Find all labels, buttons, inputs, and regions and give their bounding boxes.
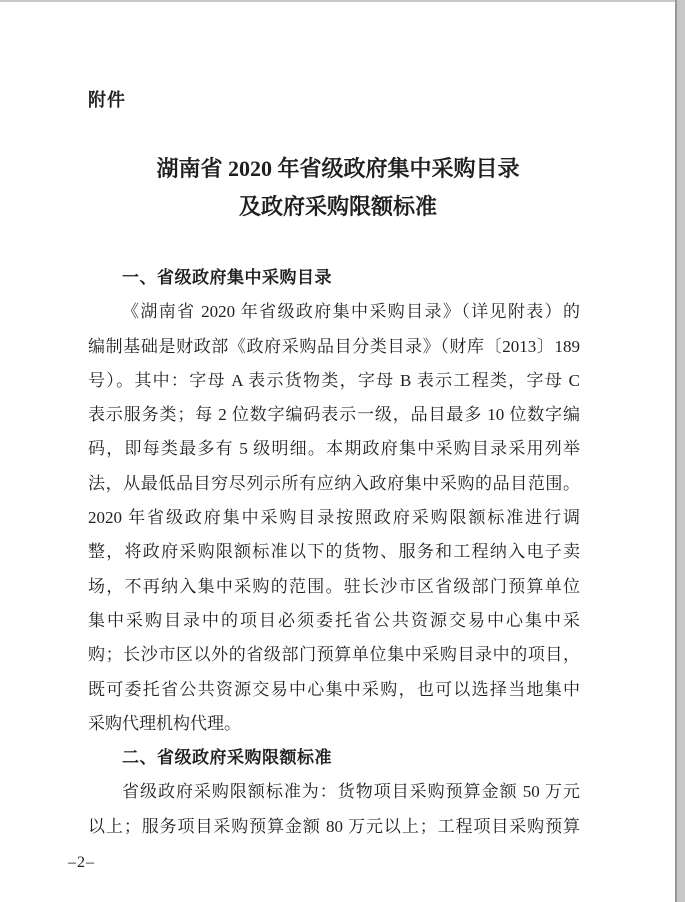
text-line: 码，即每类最多有 5 级明细。本期政府集中采购目录采用列举 (88, 439, 580, 459)
text-line: 场，不再纳入集中采购的范围。驻长沙市区省级部门预算单位 (88, 576, 580, 596)
text-line: 既可委托省公共资源交易中心集中采购，也可以选择当地集中 (88, 679, 580, 699)
document-body (88, 261, 580, 844)
viewer-right-edge (675, 0, 685, 902)
page-top-edge (0, 0, 685, 2)
document-title (0, 150, 676, 226)
text-line: 省级政府采购限额标准为：货物项目采购预算金额 50 万元 (122, 782, 580, 802)
text-line: 整，将政府采购限额标准以下的货物、服务和工程纳入电子卖 (88, 542, 580, 562)
text-line: 编制基础是财政部《政府采购品目分类目录》（财库〔2013〕189 (88, 336, 580, 356)
attachment-label: 附件 (88, 90, 126, 110)
text-line: 号）。其中：字母 A 表示货物类，字母 B 表示工程类，字母 C (88, 370, 580, 390)
text-line: 表示服务类；每 2 位数字编码表示一级，品目最多 10 位数字编 (88, 405, 580, 425)
section-2-heading: 二、省级政府采购限额标准 (122, 748, 332, 768)
text-line: 采购代理机构代理。 (88, 713, 241, 733)
text-line: 集中采购目录中的项目必须委托省公共资源交易中心集中采 (88, 610, 580, 630)
text-line: 法，从最低品目穷尽列示所有应纳入政府集中采购的品目范围。 (88, 473, 580, 493)
text-line: 2020 年省级政府集中采购目录按照政府采购限额标准进行调 (88, 508, 580, 528)
text-line: 以上；服务项目采购预算金额 80 万元以上；工程项目采购预算 (88, 816, 580, 836)
document-title-line-1: 湖南省 2020 年省级政府集中采购目录 (156, 156, 520, 181)
document-title-line-2: 及政府采购限额标准 (238, 194, 437, 219)
section-1-heading: 一、省级政府集中采购目录 (122, 268, 332, 287)
text-line: 购；长沙市区以外的省级部门预算单位集中采购目录中的项目， (88, 645, 580, 665)
text-line: 《湖南省 2020 年省级政府集中采购目录》（详见附表）的 (122, 302, 580, 322)
page-number: –2– (68, 854, 95, 871)
